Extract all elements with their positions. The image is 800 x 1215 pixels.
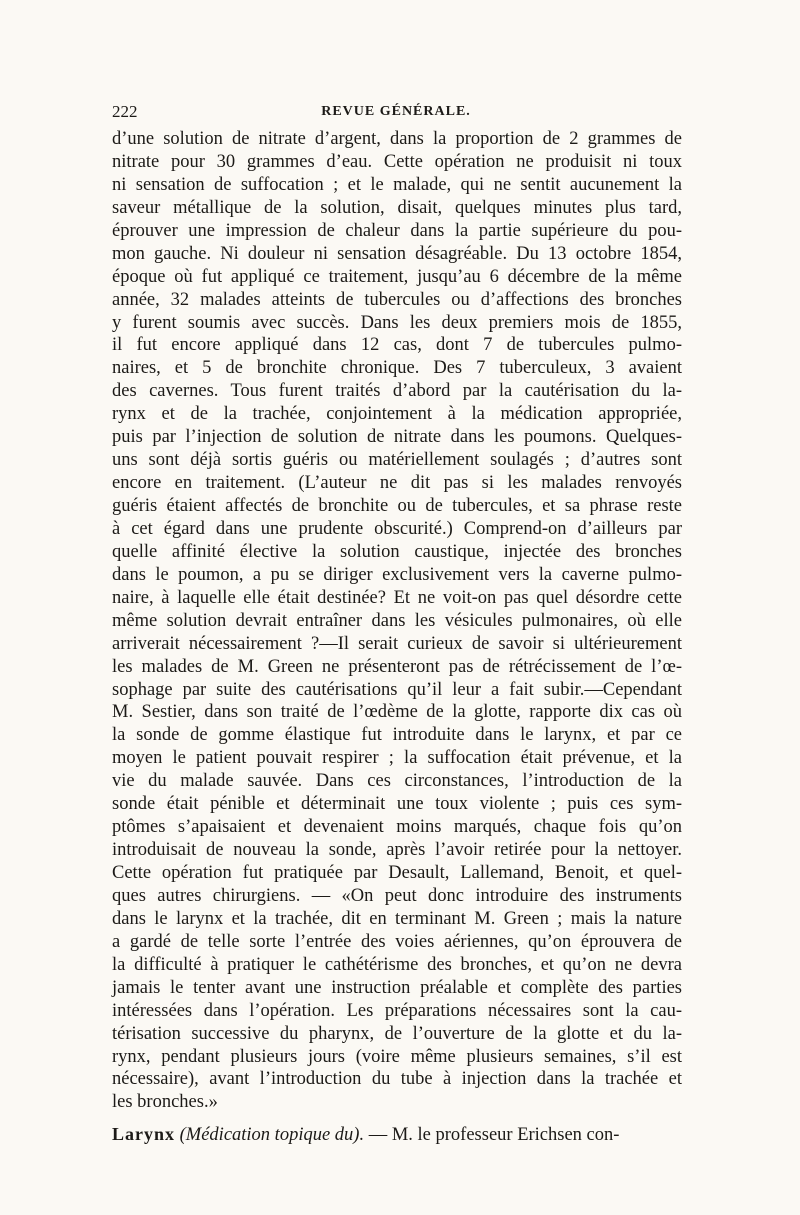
text-line: a gardé de telle sorte l’entrée des voies aériennes, qu’on éprouvera de	[112, 931, 682, 952]
text-line: la difficulté à pratiquer le cathétérisme des bronches, et qu’on ne devra	[112, 954, 682, 975]
text-line: guéris étaient affectés de bronchite ou de tubercules, et sa phrase reste	[112, 496, 682, 516]
text-line: uns sont déjà sortis guéris ou matériellement soulagés ; d’autres sont	[112, 450, 682, 471]
text-line: quelle affinité élective la solution caustique, injectée des bronches	[112, 541, 682, 562]
text-line: Cette opération fut pratiquée par Desault, Lallemand, Benoit, et quel-	[112, 863, 682, 883]
text-line: époque où fut appliqué ce traitement, jusqu’au 6 décembre de la même	[112, 266, 682, 287]
page-number: 222	[112, 102, 138, 121]
text-line: M. Sestier, dans son traité de l’œdème de la glotte, rapporte dix cas où	[112, 702, 682, 723]
text-line: les malades de M. Green ne présenteront pas de rétrécissement de l’œ-	[112, 656, 682, 677]
text-line: sophage par suite des cautérisations qu’il leur a fait subir.—Cependant	[112, 679, 682, 700]
text-line: d’une solution de nitrate d’argent, dans la proportion de 2 grammes de	[112, 129, 682, 149]
section-start	[112, 1120, 682, 1148]
text-line: saveur métallique de la solution, disait, quelques minutes plus tard,	[112, 197, 682, 218]
text-line: rynx et de la trachée, conjointement à la médication appropriée,	[112, 404, 682, 425]
text-line: moyen le patient pouvait respirer ; la suffocation était prévenue, et la	[112, 748, 682, 769]
text-line: dans le larynx et la trachée, dit en terminant M. Green ; mais la nature	[112, 908, 682, 929]
text-line: naire, à laquelle elle était destinée? Et ne voit-on pas quel désordre cette	[112, 587, 682, 608]
running-head	[112, 100, 680, 124]
text-line: arriverait nécessairement ?—Il serait curieux de savoir si ultérieurement	[112, 633, 682, 654]
text-line: mon gauche. Ni douleur ni sensation désagréable. Du 13 octobre 1854,	[112, 243, 682, 264]
text-line: il fut encore appliqué dans 12 cas, dont 7 de tubercules pulmo-	[112, 335, 682, 356]
running-title: REVUE GÉNÉRALE.	[321, 104, 471, 119]
text-line: intéressées dans l’opération. Les préparations nécessaires sont la cau-	[112, 1000, 682, 1021]
text-line: éprouver une impression de chaleur dans la partie supérieure du pou-	[112, 220, 682, 241]
text-line: introduisait de nouveau la sonde, après l’avoir retirée pour la nettoyer.	[112, 840, 682, 861]
text-line: naires, et 5 de bronchite chronique. Des 7 tuberculeux, 3 avaient	[112, 358, 682, 379]
text-line: les bronches.»	[112, 1092, 218, 1113]
text-line: nécessaire), avant l’introduction du tube à injection dans la trachée et	[112, 1069, 682, 1090]
text-line: dans le poumon, a pu se diriger exclusivement vers la caverne pulmo-	[112, 564, 682, 585]
text-line: ptômes s’apaisaient et devenaient moins marqués, chaque fois qu’on	[112, 817, 682, 838]
text-line: nitrate pour 30 grammes d’eau. Cette opération ne produisit ni toux	[112, 151, 682, 172]
text-line: des cavernes. Tous furent traités d’abord par la cautérisation du la-	[112, 381, 682, 402]
text-line: ni sensation de suffocation ; et le malade, qui ne sentit aucunement la	[112, 174, 682, 195]
text-line: puis par l’injection de solution de nitrate dans les poumons. Quelques-	[112, 427, 682, 448]
text-line: vie du malade sauvée. Dans ces circonstances, l’introduction de la	[112, 771, 682, 792]
text-line: rynx, pendant plusieurs jours (voire même plusieurs semaines, s’il est	[112, 1046, 682, 1067]
text-line: y furent soumis avec succès. Dans les deux premiers mois de 1855,	[112, 312, 682, 333]
section-subheading: (Médication topique du).	[179, 1125, 365, 1145]
section-heading: Larynx	[112, 1124, 176, 1144]
text-line: sonde était pénible et déterminait une toux violente ; puis ces sym-	[112, 794, 682, 815]
text-line: térisation successive du pharynx, de l’ouverture de la glotte et du la-	[112, 1023, 682, 1044]
body-paragraph	[112, 128, 682, 1114]
text-line: jamais le tenter avant une instruction préalable et complète des parties	[112, 977, 682, 998]
section-text: — M. le professeur Erichsen con-	[368, 1125, 620, 1145]
text-line: année, 32 malades atteints de tubercules ou d’affections des bronches	[112, 289, 682, 310]
text-line: à cet égard dans une prudente obscurité.) Comprend-on d’ailleurs par	[112, 518, 682, 539]
text-line: encore en traitement. (L’auteur ne dit pas si les malades renvoyés	[112, 473, 682, 494]
text-line: même solution devrait entraîner dans les vésicules pulmonaires, où elle	[112, 610, 682, 631]
text-line: ques autres chirurgiens. — «On peut donc introduire des instruments	[112, 885, 682, 906]
text-line: la sonde de gomme élastique fut introduite dans le larynx, et par ce	[112, 725, 682, 746]
